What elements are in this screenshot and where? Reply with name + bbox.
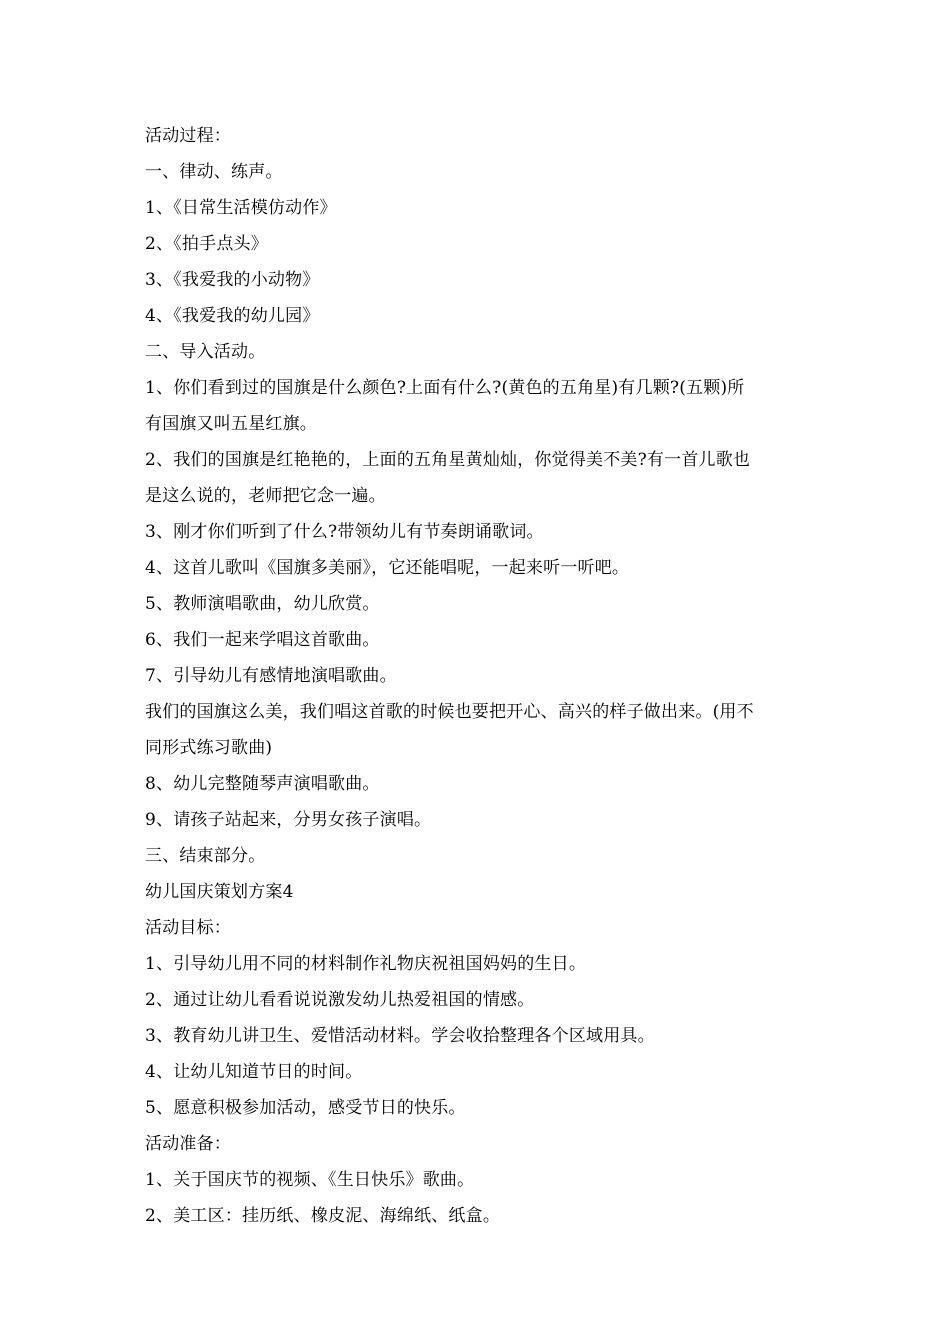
text-line: 5、教师演唱歌曲，幼儿欣赏。 [145, 594, 380, 614]
text-line: 是这么说的，老师把它念一遍。 [145, 486, 386, 506]
text-line: 1、引导幼儿用不同的材料制作礼物庆祝祖国妈妈的生日。 [145, 954, 587, 974]
text-line: 4、这首儿歌叫《国旗多美丽》，它还能唱呢，一起来听一听吧。 [145, 558, 630, 578]
text-line: 6、我们一起来学唱这首歌曲。 [145, 630, 380, 650]
text-line: 3、教育幼儿讲卫生、爱惜活动材料。学会收拾整理各个区域用具。 [145, 1026, 655, 1046]
text-line: 1、关于国庆节的视频、《生日快乐》歌曲。 [145, 1170, 475, 1190]
text-line: 活动过程： [145, 126, 231, 146]
text-line: 2、美工区：挂历纸、橡皮泥、海绵纸、纸盒。 [145, 1206, 501, 1226]
text-line: 5、愿意积极参加活动，感受节日的快乐。 [145, 1098, 466, 1118]
text-line: 我们的国旗这么美，我们唱这首歌的时候也要把开心、高兴的样子做出来。(用不 [145, 702, 754, 722]
document-body [145, 118, 815, 1234]
text-line: 有国旗又叫五星红旗。 [145, 414, 317, 434]
text-line: 三、结束部分。 [145, 846, 266, 866]
text-line: 一、律动、练声。 [145, 162, 283, 182]
text-line: 活动目标： [145, 918, 231, 938]
text-line: 二、导入活动。 [145, 342, 266, 362]
text-line: 8、幼儿完整随琴声演唱歌曲。 [145, 774, 380, 794]
section-heading: 幼儿国庆策划方案4 [145, 882, 294, 902]
text-line: 9、请孩子站起来，分男女孩子演唱。 [145, 810, 432, 830]
text-line: 3、刚才你们听到了什么?带领幼儿有节奏朗诵歌词。 [145, 522, 544, 542]
text-line: 1、你们看到过的国旗是什么颜色?上面有什么?(黄色的五角星)有几颗?(五颗)所 [145, 378, 745, 398]
text-line: 活动准备： [145, 1134, 231, 1154]
text-line: 2、通过让幼儿看看说说激发幼儿热爱祖国的情感。 [145, 990, 535, 1010]
text-line: 2、《拍手点头》 [145, 234, 268, 254]
text-line: 4、《我爱我的幼儿园》 [145, 306, 320, 326]
text-line: 4、让幼儿知道节日的时间。 [145, 1062, 363, 1082]
text-line: 1、《日常生活模仿动作》 [145, 198, 337, 218]
text-line: 7、引导幼儿有感情地演唱歌曲。 [145, 666, 397, 686]
text-line: 同形式练习歌曲) [145, 738, 273, 758]
text-line: 2、我们的国旗是红艳艳的，上面的五角星黄灿灿，你觉得美不美?有一首儿歌也 [145, 450, 751, 470]
text-line: 3、《我爱我的小动物》 [145, 270, 320, 290]
